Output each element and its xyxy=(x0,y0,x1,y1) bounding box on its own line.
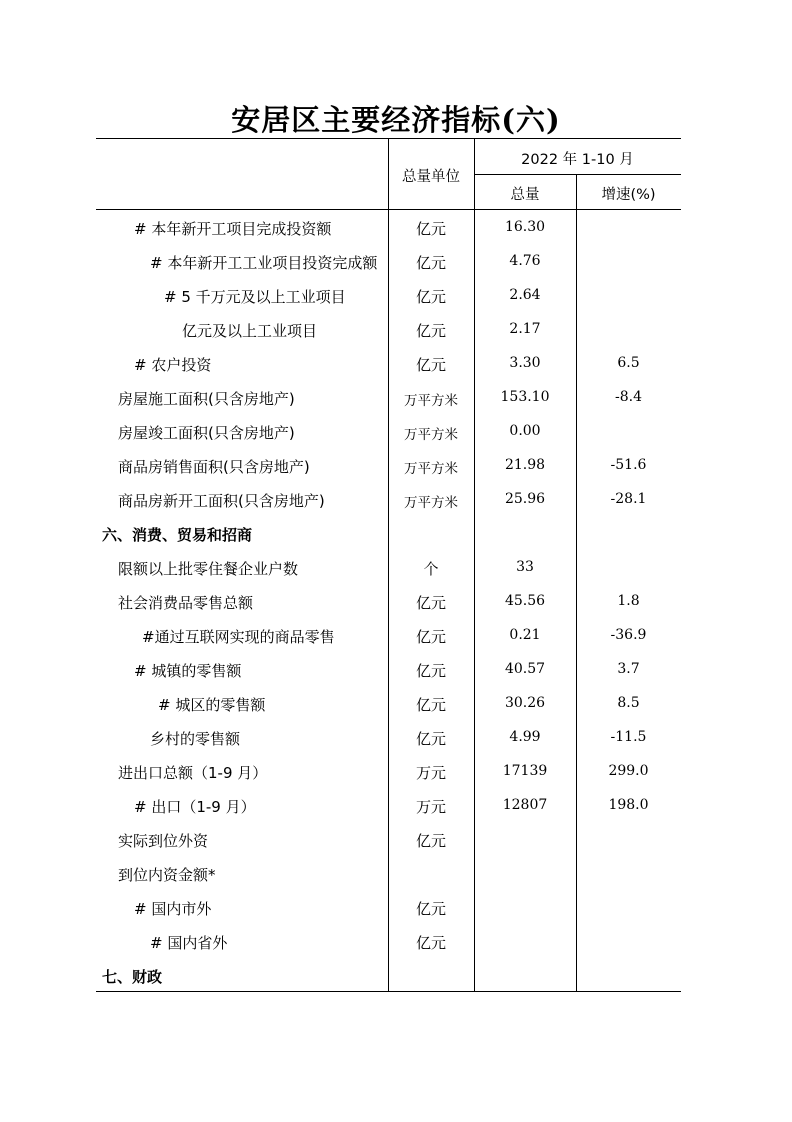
row-label: 限额以上批零住餐企业户数 xyxy=(118,560,299,578)
row-unit: 亿元 xyxy=(415,254,446,272)
row-total-value: 45.56 xyxy=(504,593,546,609)
row-unit: 亿元 xyxy=(415,220,446,238)
table-row xyxy=(96,924,681,958)
row-growth-value: 3.7 xyxy=(617,661,640,677)
row-growth-value: 8.5 xyxy=(617,695,640,711)
table-row xyxy=(96,652,681,686)
row-label: 到位内资金额* xyxy=(118,866,216,884)
row-label: # 5 千万元及以上工业项目 xyxy=(164,288,346,306)
row-total-value: 2.64 xyxy=(509,287,541,303)
table-row xyxy=(96,414,681,448)
row-total-value: 40.57 xyxy=(504,661,546,677)
table-row xyxy=(96,244,681,278)
table-row xyxy=(96,448,681,482)
row-total-value: 4.99 xyxy=(509,729,541,745)
unit-column-header: 总量单位 xyxy=(402,169,460,185)
table-row xyxy=(96,516,681,550)
row-total-value: 16.30 xyxy=(504,219,546,235)
row-total-value: 0.00 xyxy=(509,423,541,439)
page-title: 安居区主要经济指标(六) xyxy=(231,103,561,137)
row-total-value: 12807 xyxy=(502,797,548,813)
row-label: 房屋竣工面积(只含房地产) xyxy=(118,424,295,442)
header-sub-divider xyxy=(474,174,681,175)
row-growth-value: 6.5 xyxy=(617,355,640,371)
row-growth-value: 299.0 xyxy=(608,763,649,779)
table-row xyxy=(96,346,681,380)
row-total-value: 0.21 xyxy=(509,627,541,643)
row-growth-value: -51.6 xyxy=(610,457,647,473)
table-row xyxy=(96,380,681,414)
row-label: # 国内市外 xyxy=(134,900,212,918)
row-unit: 亿元 xyxy=(415,356,446,374)
table-row xyxy=(96,618,681,652)
row-growth-value: 198.0 xyxy=(608,797,649,813)
row-unit: 万平方米 xyxy=(404,495,458,511)
row-label: # 出口（1-9 月） xyxy=(134,798,256,816)
table-row xyxy=(96,312,681,346)
row-growth-value: -36.9 xyxy=(610,627,647,643)
row-unit: 亿元 xyxy=(415,730,446,748)
table-row xyxy=(96,550,681,584)
table-row xyxy=(96,856,681,890)
table-row xyxy=(96,720,681,754)
row-label: 进出口总额（1-9 月） xyxy=(118,764,268,782)
indicator-table xyxy=(96,138,681,992)
row-label: 亿元及以上工业项目 xyxy=(182,322,318,340)
row-unit: 亿元 xyxy=(415,900,446,918)
row-label: # 国内省外 xyxy=(150,934,228,952)
row-growth-value: -11.5 xyxy=(610,729,647,745)
row-total-value: 2.17 xyxy=(509,321,541,337)
row-unit: 亿元 xyxy=(415,322,446,340)
table-row xyxy=(96,584,681,618)
row-unit: 亿元 xyxy=(415,934,446,952)
table-row xyxy=(96,278,681,312)
row-growth-value: -28.1 xyxy=(610,491,647,507)
table-row xyxy=(96,754,681,788)
table-row xyxy=(96,482,681,516)
row-unit: 亿元 xyxy=(415,628,446,646)
row-growth-value: -8.4 xyxy=(615,389,642,405)
table-row xyxy=(96,958,681,992)
row-label: # 本年新开工项目完成投资额 xyxy=(134,220,332,238)
row-unit: 亿元 xyxy=(415,594,446,612)
row-growth-value: 1.8 xyxy=(617,593,640,609)
row-label: 房屋施工面积(只含房地产) xyxy=(118,390,295,408)
total-column-header: 总量 xyxy=(510,187,540,203)
row-total-value: 33 xyxy=(516,559,534,575)
row-label: # 城镇的零售额 xyxy=(134,662,242,680)
row-label: # 本年新开工工业项目投资完成额 xyxy=(150,254,378,272)
row-label: # 城区的零售额 xyxy=(158,696,266,714)
table-row xyxy=(96,210,681,244)
row-unit: 万平方米 xyxy=(404,461,458,477)
row-total-value: 3.30 xyxy=(509,355,541,371)
growth-column-header: 增速(%) xyxy=(601,187,656,203)
table-row xyxy=(96,686,681,720)
table-row xyxy=(96,890,681,924)
row-unit: 亿元 xyxy=(415,832,446,850)
row-label: 乡村的零售额 xyxy=(150,730,241,748)
row-unit: 万平方米 xyxy=(404,393,458,409)
period-header: 2022 年 1-10 月 xyxy=(521,152,634,168)
table-row xyxy=(96,822,681,856)
row-total-value: 4.76 xyxy=(509,253,541,269)
row-unit: 亿元 xyxy=(415,662,446,680)
row-unit: 万元 xyxy=(415,798,446,816)
row-unit: 个 xyxy=(423,560,439,578)
row-total-value: 17139 xyxy=(502,763,548,779)
row-label: 社会消费品零售总额 xyxy=(118,594,254,612)
row-total-value: 21.98 xyxy=(504,457,546,473)
row-unit: 亿元 xyxy=(415,288,446,306)
row-label: #通过互联网实现的商品零售 xyxy=(142,628,335,646)
row-total-value: 30.26 xyxy=(504,695,546,711)
row-label: 商品房销售面积(只含房地产) xyxy=(118,458,310,476)
row-unit: 亿元 xyxy=(415,696,446,714)
row-label: # 农户投资 xyxy=(134,356,212,374)
row-unit: 万元 xyxy=(415,764,446,782)
section-heading: 七、财政 xyxy=(102,968,163,986)
row-label: 实际到位外资 xyxy=(118,832,209,850)
row-label: 商品房新开工面积(只含房地产) xyxy=(118,492,325,510)
row-total-value: 25.96 xyxy=(504,491,546,507)
table-row xyxy=(96,788,681,822)
section-heading: 六、消费、贸易和招商 xyxy=(102,526,253,544)
row-unit: 万平方米 xyxy=(404,427,458,443)
row-total-value: 153.10 xyxy=(500,389,550,405)
